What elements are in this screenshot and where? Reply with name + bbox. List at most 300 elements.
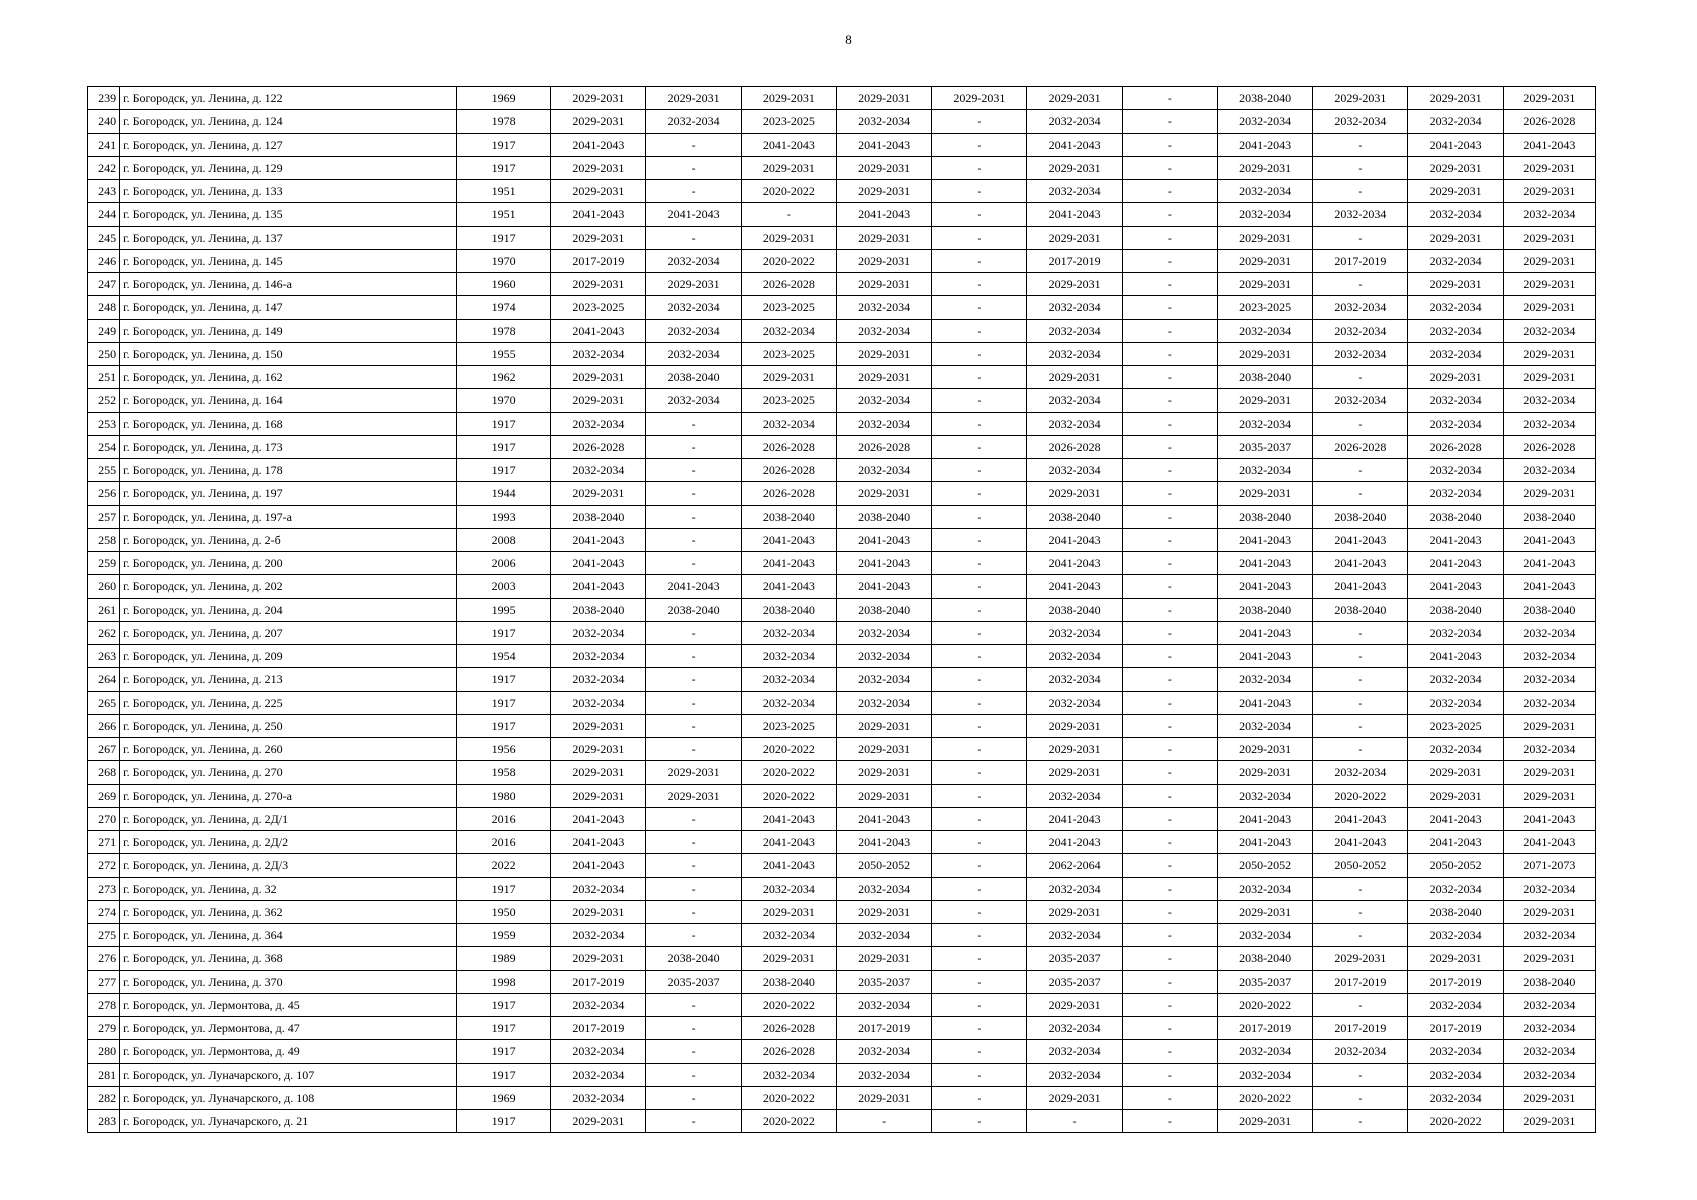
period-cell: 2023-2025 [741,110,836,133]
period-cell: 2026-2028 [741,459,836,482]
period-cell: 2029-2031 [1027,273,1122,296]
period-cell: 2020-2022 [741,784,836,807]
table-row [88,668,1596,691]
period-cell: 2038-2040 [741,598,836,621]
period-cell: 2032-2034 [1408,110,1503,133]
period-cell: 2029-2031 [1027,738,1122,761]
period-cell: - [1122,924,1217,947]
period-cell: - [1122,203,1217,226]
period-cell: 2041-2043 [741,133,836,156]
period-cell: 2032-2034 [1313,319,1408,342]
row-number-cell: 250 [88,342,120,365]
period-cell: 2029-2031 [836,249,931,272]
period-cell: 2032-2034 [646,319,741,342]
year-cell: 1917 [456,1110,550,1133]
period-cell: - [1122,296,1217,319]
period-cell: 2062-2064 [1027,854,1122,877]
period-cell: - [1313,133,1408,156]
period-cell: 2023-2025 [551,296,646,319]
period-cell: - [1313,156,1408,179]
period-cell: 2032-2034 [741,691,836,714]
period-cell: - [932,831,1027,854]
period-cell: 2038-2040 [836,598,931,621]
period-cell: 2023-2025 [741,342,836,365]
year-cell: 2016 [456,831,550,854]
period-cell: - [932,226,1027,249]
period-cell: 2029-2031 [1217,1110,1312,1133]
period-cell: - [932,366,1027,389]
period-cell: 2029-2031 [741,947,836,970]
table-row [88,133,1596,156]
period-cell: 2041-2043 [1408,575,1503,598]
period-cell: 2032-2034 [836,110,931,133]
table-row [88,87,1596,110]
period-cell: - [932,854,1027,877]
period-cell: 2017-2019 [1313,1017,1408,1040]
period-cell: - [1122,900,1217,923]
period-cell: 2017-2019 [1217,1017,1312,1040]
row-number-cell: 249 [88,319,120,342]
period-cell: 2029-2031 [1217,226,1312,249]
year-cell: 1917 [456,459,550,482]
period-cell: - [1122,366,1217,389]
address-cell: г. Богородск, ул. Ленина, д. 200 [120,552,457,575]
address-cell: г. Богородск, ул. Ленина, д. 270 [120,761,457,784]
period-cell: 2029-2031 [1027,87,1122,110]
period-cell: - [1313,714,1408,737]
period-cell: - [932,249,1027,272]
period-cell: 2038-2040 [741,505,836,528]
period-cell: 2032-2034 [646,249,741,272]
row-number-cell: 260 [88,575,120,598]
period-cell: - [932,296,1027,319]
period-cell: 2041-2043 [1217,528,1312,551]
period-cell: 2032-2034 [646,342,741,365]
period-cell: 2029-2031 [836,226,931,249]
address-cell: г. Богородск, ул. Ленина, д. 178 [120,459,457,482]
period-cell: 2029-2031 [551,900,646,923]
period-cell: 2032-2034 [1408,1063,1503,1086]
year-cell: 1917 [456,668,550,691]
period-cell: 2032-2034 [1313,296,1408,319]
period-cell: - [646,877,741,900]
period-cell: - [646,668,741,691]
row-number-cell: 252 [88,389,120,412]
period-cell: 2041-2043 [741,854,836,877]
period-cell: 2041-2043 [551,807,646,830]
period-cell: - [1122,947,1217,970]
table-row [88,1110,1596,1133]
period-cell: 2050-2052 [1217,854,1312,877]
period-cell: 2029-2031 [551,273,646,296]
period-cell: 2041-2043 [1027,575,1122,598]
address-cell: г. Богородск, ул. Ленина, д. 207 [120,621,457,644]
period-cell: - [646,807,741,830]
period-cell: 2029-2031 [836,342,931,365]
period-cell: - [1313,993,1408,1016]
period-cell: 2029-2031 [836,1086,931,1109]
table-row [88,714,1596,737]
period-cell: 2032-2034 [836,296,931,319]
period-cell: 2032-2034 [1408,482,1503,505]
period-cell: 2038-2040 [646,598,741,621]
period-cell: - [1122,273,1217,296]
address-cell: г. Богородск, ул. Ленина, д. 197 [120,482,457,505]
period-cell: 2032-2034 [551,621,646,644]
period-cell: 2041-2043 [1408,133,1503,156]
address-cell: г. Богородск, ул. Луначарского, д. 108 [120,1086,457,1109]
period-cell: 2032-2034 [1217,1040,1312,1063]
period-cell: 2029-2031 [551,110,646,133]
period-cell: 2032-2034 [1027,180,1122,203]
period-cell: - [932,505,1027,528]
period-cell: - [1122,226,1217,249]
period-cell: 2029-2031 [551,180,646,203]
year-cell: 1998 [456,970,550,993]
period-cell: 2029-2031 [1503,761,1595,784]
period-cell: 2041-2043 [1408,807,1503,830]
period-cell: 2032-2034 [741,412,836,435]
period-cell: 2032-2034 [1217,319,1312,342]
period-cell: - [646,1040,741,1063]
period-cell: 2032-2034 [741,877,836,900]
period-cell: 2029-2031 [1503,342,1595,365]
period-cell: 2029-2031 [836,482,931,505]
year-cell: 1917 [456,1017,550,1040]
table-row [88,970,1596,993]
period-cell: 2032-2034 [1408,1086,1503,1109]
period-cell: 2032-2034 [836,993,931,1016]
year-cell: 1956 [456,738,550,761]
period-cell: 2029-2031 [1217,249,1312,272]
period-cell: 2020-2022 [741,738,836,761]
period-cell: 2032-2034 [741,645,836,668]
address-cell: г. Богородск, ул. Ленина, д. 270-а [120,784,457,807]
period-cell: 2029-2031 [836,784,931,807]
period-cell: 2041-2043 [1503,831,1595,854]
period-cell: - [1122,505,1217,528]
row-number-cell: 268 [88,761,120,784]
period-cell: 2032-2034 [836,645,931,668]
table-row [88,691,1596,714]
period-cell: 2029-2031 [836,156,931,179]
row-number-cell: 270 [88,807,120,830]
period-cell: - [932,482,1027,505]
period-cell: 2032-2034 [1027,645,1122,668]
period-cell: 2038-2040 [1503,970,1595,993]
period-cell: 2026-2028 [551,435,646,458]
period-cell: 2029-2031 [551,784,646,807]
period-cell: 2029-2031 [1027,482,1122,505]
address-cell: г. Богородск, ул. Ленина, д. 150 [120,342,457,365]
period-cell: 2017-2019 [1408,1017,1503,1040]
period-cell: - [1122,110,1217,133]
period-cell: 2032-2034 [1027,342,1122,365]
period-cell: 2041-2043 [1217,645,1312,668]
period-cell: 2032-2034 [1503,691,1595,714]
period-cell: 2032-2034 [1503,877,1595,900]
period-cell: 2050-2052 [1313,854,1408,877]
period-cell: 2032-2034 [836,668,931,691]
period-cell: 2041-2043 [1503,807,1595,830]
period-cell: 2017-2019 [836,1017,931,1040]
period-cell: - [932,691,1027,714]
period-cell: 2029-2031 [1503,156,1595,179]
period-cell: - [646,645,741,668]
address-cell: г. Богородск, ул. Ленина, д. 368 [120,947,457,970]
period-cell: 2041-2043 [551,133,646,156]
period-cell: 2020-2022 [741,1086,836,1109]
period-cell: 2041-2043 [741,575,836,598]
period-cell: - [1122,319,1217,342]
period-cell: - [1122,714,1217,737]
period-cell: - [646,505,741,528]
period-cell: 2029-2031 [551,87,646,110]
address-cell: г. Богородск, ул. Ленина, д. 2Д/2 [120,831,457,854]
period-cell: 2041-2043 [646,203,741,226]
period-cell: 2041-2043 [551,528,646,551]
period-cell: 2029-2031 [1027,156,1122,179]
table-row [88,435,1596,458]
table-row [88,900,1596,923]
period-cell: 2029-2031 [1503,1110,1595,1133]
year-cell: 1917 [456,691,550,714]
address-cell: г. Богородск, ул. Ленина, д. 197-а [120,505,457,528]
period-cell: - [932,180,1027,203]
period-cell: - [646,133,741,156]
row-number-cell: 244 [88,203,120,226]
row-number-cell: 259 [88,552,120,575]
period-cell: - [1122,87,1217,110]
period-cell: 2032-2034 [741,319,836,342]
period-cell: - [1122,691,1217,714]
period-cell: 2029-2031 [1313,947,1408,970]
period-cell: 2029-2031 [551,156,646,179]
address-cell: г. Богородск, ул. Ленина, д. 145 [120,249,457,272]
year-cell: 1951 [456,203,550,226]
period-cell: - [1313,900,1408,923]
period-cell: 2032-2034 [1408,668,1503,691]
period-cell: 2032-2034 [1027,389,1122,412]
period-cell: 2032-2034 [551,691,646,714]
period-cell: - [932,645,1027,668]
period-cell: - [1122,831,1217,854]
period-cell: 2041-2043 [1408,528,1503,551]
address-cell: г. Богородск, ул. Ленина, д. 2Д/3 [120,854,457,877]
period-cell: 2032-2034 [1217,412,1312,435]
period-cell: - [932,552,1027,575]
table-row [88,389,1596,412]
period-cell: - [932,1063,1027,1086]
year-cell: 1917 [456,156,550,179]
period-cell: 2032-2034 [1503,668,1595,691]
period-cell: 2032-2034 [1408,249,1503,272]
period-cell: - [932,668,1027,691]
period-cell: 2020-2022 [1217,993,1312,1016]
period-cell: 2029-2031 [836,900,931,923]
row-number-cell: 277 [88,970,120,993]
year-cell: 1917 [456,133,550,156]
period-cell: 2041-2043 [741,807,836,830]
period-cell: 2032-2034 [1217,459,1312,482]
period-cell: 2032-2034 [1408,877,1503,900]
period-cell: 2029-2031 [1027,761,1122,784]
period-cell: 2017-2019 [1313,970,1408,993]
year-cell: 1993 [456,505,550,528]
period-cell: 2032-2034 [1503,459,1595,482]
row-number-cell: 251 [88,366,120,389]
period-cell: 2038-2040 [551,505,646,528]
period-cell: 2029-2031 [836,87,931,110]
period-cell: 2032-2034 [1503,993,1595,1016]
period-cell: 2038-2040 [551,598,646,621]
period-cell: 2041-2043 [1313,575,1408,598]
period-cell: - [646,226,741,249]
period-cell: 2029-2031 [1408,273,1503,296]
year-cell: 1958 [456,761,550,784]
period-cell: 2020-2022 [741,249,836,272]
table-row [88,1063,1596,1086]
address-cell: г. Богородск, ул. Ленина, д. 149 [120,319,457,342]
row-number-cell: 240 [88,110,120,133]
period-cell: 2032-2034 [1027,110,1122,133]
period-cell: 2026-2028 [741,273,836,296]
period-cell: 2029-2031 [1503,784,1595,807]
period-cell: 2029-2031 [551,366,646,389]
address-cell: г. Богородск, ул. Ленина, д. 164 [120,389,457,412]
period-cell: 2041-2043 [1408,645,1503,668]
period-cell: 2029-2031 [836,738,931,761]
period-cell: 2032-2034 [1217,1063,1312,1086]
period-cell: 2032-2034 [1027,296,1122,319]
period-cell: 2032-2034 [1408,738,1503,761]
year-cell: 1951 [456,180,550,203]
year-cell: 1989 [456,947,550,970]
period-cell: 2029-2031 [1503,249,1595,272]
period-cell: 2029-2031 [932,87,1027,110]
period-cell: 2041-2043 [1217,691,1312,714]
period-cell: - [646,924,741,947]
period-cell: - [646,854,741,877]
period-cell: - [1122,249,1217,272]
period-cell: 2029-2031 [1027,1086,1122,1109]
period-cell: 2020-2022 [1408,1110,1503,1133]
period-cell: 2032-2034 [1027,1040,1122,1063]
row-number-cell: 256 [88,482,120,505]
table-row [88,645,1596,668]
period-cell: 2032-2034 [1313,342,1408,365]
period-cell: 2032-2034 [836,389,931,412]
year-cell: 1970 [456,249,550,272]
period-cell: - [932,319,1027,342]
row-number-cell: 266 [88,714,120,737]
period-cell: - [932,389,1027,412]
period-cell: 2041-2043 [1313,552,1408,575]
address-cell: г. Богородск, ул. Ленина, д. 2-б [120,528,457,551]
address-cell: г. Богородск, ул. Ленина, д. 173 [120,435,457,458]
table-row [88,249,1596,272]
period-cell: 2041-2043 [1217,807,1312,830]
period-cell: 2041-2043 [1027,552,1122,575]
period-cell: 2029-2031 [1027,993,1122,1016]
address-cell: г. Богородск, ул. Ленина, д. 122 [120,87,457,110]
period-cell: 2029-2031 [1503,226,1595,249]
period-cell: 2041-2043 [1217,831,1312,854]
period-cell: 2029-2031 [836,180,931,203]
period-cell: 2029-2031 [646,784,741,807]
address-cell: г. Богородск, ул. Ленина, д. 137 [120,226,457,249]
period-cell: 2041-2043 [1027,528,1122,551]
address-cell: г. Богородск, ул. Луначарского, д. 21 [120,1110,457,1133]
period-cell: 2029-2031 [551,226,646,249]
period-cell: 2032-2034 [1027,1063,1122,1086]
address-cell: г. Богородск, ул. Ленина, д. 129 [120,156,457,179]
row-number-cell: 273 [88,877,120,900]
period-cell: 2038-2040 [1503,598,1595,621]
period-cell: 2032-2034 [1408,296,1503,319]
period-cell: 2029-2031 [1408,87,1503,110]
period-cell: 2032-2034 [646,296,741,319]
row-number-cell: 276 [88,947,120,970]
period-cell: 2041-2043 [1503,528,1595,551]
year-cell: 1978 [456,110,550,133]
period-cell: 2029-2031 [1217,389,1312,412]
address-cell: г. Богородск, ул. Ленина, д. 370 [120,970,457,993]
period-cell: - [1313,273,1408,296]
period-cell: 2029-2031 [1408,947,1503,970]
period-cell: - [1027,1110,1122,1133]
period-cell: 2032-2034 [741,1063,836,1086]
period-cell: - [1122,435,1217,458]
period-cell: 2032-2034 [1408,459,1503,482]
period-cell: - [646,1017,741,1040]
period-cell: 2032-2034 [1503,621,1595,644]
period-cell: - [932,738,1027,761]
period-cell: - [932,1110,1027,1133]
period-cell: - [932,1017,1027,1040]
period-cell: 2041-2043 [836,831,931,854]
period-cell: - [646,435,741,458]
address-cell: г. Богородск, ул. Лермонтова, д. 45 [120,993,457,1016]
table-row [88,180,1596,203]
period-cell: 2038-2040 [836,505,931,528]
address-cell: г. Богородск, ул. Ленина, д. 168 [120,412,457,435]
table-row [88,807,1596,830]
row-number-cell: 264 [88,668,120,691]
period-cell: 2032-2034 [741,668,836,691]
period-cell: - [932,900,1027,923]
period-cell: 2029-2031 [551,738,646,761]
period-cell: 2041-2043 [1408,552,1503,575]
year-cell: 1917 [456,226,550,249]
period-cell: - [646,1063,741,1086]
row-number-cell: 281 [88,1063,120,1086]
period-cell: 2032-2034 [1408,389,1503,412]
period-cell: - [932,575,1027,598]
period-cell: - [932,412,1027,435]
period-cell: 2029-2031 [551,947,646,970]
year-cell: 1917 [456,435,550,458]
address-cell: г. Богородск, ул. Ленина, д. 127 [120,133,457,156]
period-cell: 2029-2031 [836,273,931,296]
period-cell: - [1122,575,1217,598]
period-cell: 2029-2031 [1027,714,1122,737]
year-cell: 1944 [456,482,550,505]
period-cell: 2032-2034 [1027,1017,1122,1040]
period-cell: - [646,412,741,435]
row-number-cell: 275 [88,924,120,947]
period-cell: 2032-2034 [1027,412,1122,435]
